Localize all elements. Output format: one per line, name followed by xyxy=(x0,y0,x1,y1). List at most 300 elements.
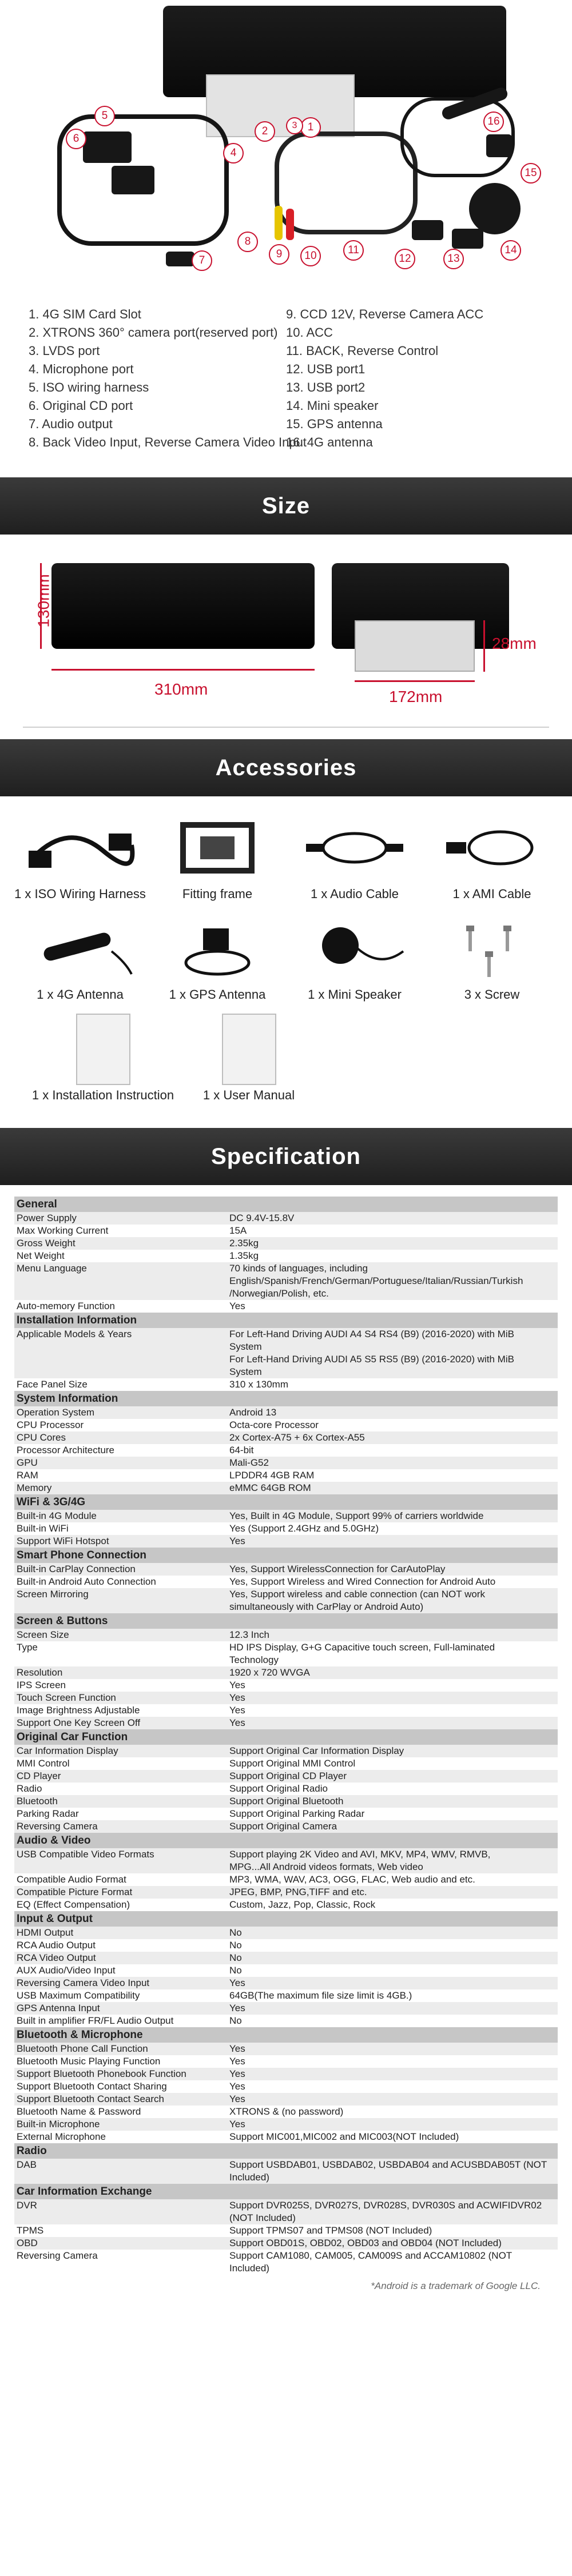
port-item: 8. Back Video Input, Reverse Camera Video Input xyxy=(29,435,307,449)
spec-value: LPDDR4 4GB RAM xyxy=(227,1469,558,1482)
spec-key: Operation System xyxy=(14,1406,227,1419)
spec-category: Installation Information xyxy=(14,1313,558,1328)
gps-antenna-image xyxy=(163,917,272,980)
gps-antenna xyxy=(486,134,512,157)
spec-key: DAB xyxy=(14,2159,227,2171)
spec-value: Support Original MMI Control xyxy=(227,1757,558,1770)
spec-key: External Microphone xyxy=(14,2131,227,2143)
width-dimension-label: 310mm xyxy=(154,680,208,698)
spec-category: Input & Output xyxy=(14,1911,558,1927)
port-item: 11. BACK, Reverse Control xyxy=(286,344,439,358)
accessory-item xyxy=(426,814,558,902)
spec-value: 310 x 130mm xyxy=(227,1378,558,1391)
spec-row xyxy=(14,1237,558,1250)
spec-value: Technology xyxy=(227,1654,558,1666)
spec-value: Yes xyxy=(227,1535,558,1548)
spec-row xyxy=(14,1886,558,1899)
port-item: 1. 4G SIM Card Slot xyxy=(29,307,141,321)
spec-category-row xyxy=(14,1391,558,1406)
spec-value: No xyxy=(227,1927,558,1939)
spec-value: Custom, Jazz, Pop, Classic, Rock xyxy=(227,1899,558,1911)
spec-key: Support Bluetooth Contact Search xyxy=(14,2093,227,2106)
accessories-banner xyxy=(0,739,572,796)
spec-category-row xyxy=(14,1833,558,1848)
spec-value: 1920 x 720 WVGA xyxy=(227,1666,558,1679)
spec-value: XTRONS & (no password) xyxy=(227,2106,558,2118)
spec-key: DVR xyxy=(14,2199,227,2212)
spec-row xyxy=(14,1848,558,1861)
spec-value: Yes, Support wireless and cable connection (can NOT work xyxy=(227,1588,558,1601)
spec-row xyxy=(14,1770,558,1783)
accessory-label: 3 x Screw xyxy=(464,987,520,1002)
accessory-item xyxy=(23,1015,183,1103)
spec-key: Support Bluetooth Contact Sharing xyxy=(14,2080,227,2093)
spec-table xyxy=(14,1197,558,2275)
spec-value: No xyxy=(227,1939,558,1952)
spec-key: Built-in 4G Module xyxy=(14,1510,227,1522)
accessories-grid xyxy=(0,796,572,1128)
spec-value: Support CAM1080, CAM005, CAM009S and ACCAM10802 (NOT xyxy=(227,2250,558,2262)
depth-dimension-line xyxy=(355,680,475,682)
spec-key: Support One Key Screen Off xyxy=(14,1717,227,1729)
rca-red xyxy=(286,209,294,240)
spec-key xyxy=(14,2212,227,2224)
spec-category-row xyxy=(14,2027,558,2043)
section-title: Specification xyxy=(211,1143,361,1169)
spec-category-row xyxy=(14,1313,558,1328)
spec-category: General xyxy=(14,1197,558,1212)
spec-row xyxy=(14,1873,558,1886)
depth-dimension-label: 172mm xyxy=(389,688,443,705)
spec-row xyxy=(14,1510,558,1522)
spec-table-wrapper xyxy=(0,1185,572,2292)
spec-key: GPU xyxy=(14,1457,227,1469)
spec-row xyxy=(14,2080,558,2093)
spec-row xyxy=(14,1419,558,1431)
spec-value: Yes xyxy=(227,1679,558,1692)
spec-key: Built-in WiFi xyxy=(14,1522,227,1535)
usb-plug-2 xyxy=(452,229,483,249)
spec-value: Support Original Camera xyxy=(227,1820,558,1833)
spec-key: Resolution xyxy=(14,1666,227,1679)
spec-value: 2.35kg xyxy=(227,1237,558,1250)
spec-row xyxy=(14,2055,558,2068)
spec-row xyxy=(14,1212,558,1225)
port-item: 14. Mini speaker xyxy=(286,398,379,413)
spec-key: Auto-memory Function xyxy=(14,1300,227,1313)
spec-row xyxy=(14,1745,558,1757)
spec-row xyxy=(14,1522,558,1535)
callout-10: 10 xyxy=(300,246,321,266)
callout-14: 14 xyxy=(500,240,521,261)
spec-value: Support Original Bluetooth xyxy=(227,1795,558,1808)
spec-row xyxy=(14,1431,558,1444)
accessory-item xyxy=(183,1015,315,1103)
spec-row xyxy=(14,2262,558,2275)
spec-row xyxy=(14,1482,558,1494)
spec-row xyxy=(14,1717,558,1729)
spec-value: Yes xyxy=(227,1692,558,1704)
spec-row xyxy=(14,1654,558,1666)
callout-7: 7 xyxy=(192,250,212,271)
callout-4: 4 xyxy=(223,143,244,164)
spec-row xyxy=(14,1641,558,1654)
callout-6: 6 xyxy=(66,129,86,149)
spec-value: 70 kinds of languages, including xyxy=(227,1262,558,1275)
spec-key: AUX Audio/Video Input xyxy=(14,1964,227,1977)
spec-value: For Left-Hand Driving AUDI A5 S5 RS5 (B9) (2016-2020) with MiB xyxy=(227,1353,558,1366)
spec-key: HDMI Output xyxy=(14,1927,227,1939)
spec-key: Car Information Display xyxy=(14,1745,227,1757)
spec-row xyxy=(14,2043,558,2055)
spec-row xyxy=(14,1341,558,1353)
accessory-label: 1 x Audio Cable xyxy=(310,887,399,901)
mini-speaker xyxy=(469,183,521,234)
port-item: 9. CCD 12V, Reverse Camera ACC xyxy=(286,307,484,321)
spec-value: DC 9.4V-15.8V xyxy=(227,1212,558,1225)
spec-key: RAM xyxy=(14,1469,227,1482)
spec-row xyxy=(14,1563,558,1576)
spec-row xyxy=(14,2212,558,2224)
spec-row xyxy=(14,1535,558,1548)
spec-row xyxy=(14,2131,558,2143)
spec-value: Support Original CD Player xyxy=(227,1770,558,1783)
spec-key: Touch Screen Function xyxy=(14,1692,227,1704)
spec-row xyxy=(14,1666,558,1679)
spec-value: 12.3 Inch xyxy=(227,1629,558,1641)
android-trademark-note: *Android is a trademark of Google LLC. xyxy=(371,2280,541,2291)
spec-key: Screen Size xyxy=(14,1629,227,1641)
spec-value: Yes xyxy=(227,1300,558,1313)
unit-front-view xyxy=(51,563,315,649)
spec-value: Support MIC001,MIC002 and MIC003(NOT Included) xyxy=(227,2131,558,2143)
spec-value: Yes xyxy=(227,2055,558,2068)
spec-key xyxy=(14,2262,227,2275)
callout-11: 11 xyxy=(343,240,364,261)
spec-key: Processor Architecture xyxy=(14,1444,227,1457)
callout-1: 1 xyxy=(300,117,321,138)
callout-9: 9 xyxy=(269,244,289,265)
spec-key: Bluetooth Phone Call Function xyxy=(14,2043,227,2055)
spec-key: Bluetooth Name & Password xyxy=(14,2106,227,2118)
spec-row xyxy=(14,1457,558,1469)
spec-value: Mali-G52 xyxy=(227,1457,558,1469)
spec-row xyxy=(14,2068,558,2080)
spec-value: No xyxy=(227,1964,558,1977)
callout-12: 12 xyxy=(395,249,415,269)
spec-value: English/Spanish/French/German/Portuguese/Italian/Russian/Turkish xyxy=(227,1275,558,1287)
spec-value: eMMC 64GB ROM xyxy=(227,1482,558,1494)
spec-key: USB Compatible Video Formats xyxy=(14,1848,227,1861)
spec-row xyxy=(14,1262,558,1275)
spec-category-row xyxy=(14,1548,558,1563)
width-dimension-line xyxy=(51,669,315,671)
spec-key: Net Weight xyxy=(14,1250,227,1262)
spec-row xyxy=(14,1808,558,1820)
spec-key: Applicable Models & Years xyxy=(14,1328,227,1341)
spec-value: MP3, WMA, WAV, AC3, OGG, FLAC, Web audio and etc. xyxy=(227,1873,558,1886)
spec-value: Support Original Radio xyxy=(227,1783,558,1795)
spec-category: Radio xyxy=(14,2143,558,2159)
spec-value: Yes, Built in 4G Module, Support 99% of carriers worldwide xyxy=(227,1510,558,1522)
specification-banner xyxy=(0,1128,572,1185)
port-item: 10. ACC xyxy=(286,325,333,340)
port-item: 5. ISO wiring harness xyxy=(29,380,149,394)
accessory-label: 1 x ISO Wiring Harness xyxy=(14,887,146,901)
spec-key xyxy=(14,1275,227,1287)
spec-row xyxy=(14,1444,558,1457)
spec-row xyxy=(14,1704,558,1717)
accessory-label: 1 x User Manual xyxy=(202,1088,295,1102)
spec-key: Parking Radar xyxy=(14,1808,227,1820)
installation-instruction-image xyxy=(76,1014,130,1085)
spec-key: Support WiFi Hotspot xyxy=(14,1535,227,1548)
height-dimension-label: 130mm xyxy=(34,574,53,628)
spec-key: Reversing Camera xyxy=(14,1820,227,1833)
spec-category: WiFi & 3G/4G xyxy=(14,1494,558,1510)
iso-harness-image xyxy=(23,816,137,879)
spec-key: Built in amplifier FR/FL Audio Output xyxy=(14,2015,227,2027)
spec-row xyxy=(14,1952,558,1964)
spec-value: Yes, Support WirelessConnection for CarAutoPlay xyxy=(227,1563,558,1576)
spec-value: Yes xyxy=(227,1717,558,1729)
spec-row xyxy=(14,1977,558,1989)
spec-key: Built-in Android Auto Connection xyxy=(14,1576,227,1588)
spec-key: Reversing Camera Video Input xyxy=(14,1977,227,1989)
spec-value: Yes (Support 2.4GHz and 5.0GHz) xyxy=(227,1522,558,1535)
spec-category: System Information xyxy=(14,1391,558,1406)
spec-row xyxy=(14,1757,558,1770)
spec-key: Gross Weight xyxy=(14,1237,227,1250)
spec-key: Bluetooth Music Playing Function xyxy=(14,2055,227,2068)
accessory-item xyxy=(426,914,558,1002)
spec-value: System xyxy=(227,1366,558,1378)
spec-row xyxy=(14,1366,558,1378)
port-item: 6. Original CD port xyxy=(29,398,133,413)
connection-photo xyxy=(0,0,572,286)
spec-row xyxy=(14,1469,558,1482)
spec-key: Support Bluetooth Phonebook Function xyxy=(14,2068,227,2080)
callout-2: 2 xyxy=(255,121,275,142)
spec-row xyxy=(14,1939,558,1952)
spec-row xyxy=(14,1328,558,1341)
spec-value: Yes xyxy=(227,1977,558,1989)
mini-speaker-image xyxy=(300,917,409,980)
audio-cable-image xyxy=(300,816,409,879)
accessory-item xyxy=(152,914,283,1002)
spec-value: Yes, Support Wireless and Wired Connection for Android Auto xyxy=(227,1576,558,1588)
spec-row xyxy=(14,1692,558,1704)
spec-key: RCA Audio Output xyxy=(14,1939,227,1952)
spec-key: Memory xyxy=(14,1482,227,1494)
ami-cable-image xyxy=(438,816,546,879)
spec-key: Compatible Picture Format xyxy=(14,1886,227,1899)
size-banner xyxy=(0,477,572,535)
port-item: 7. Audio output xyxy=(29,417,113,431)
spec-value: No xyxy=(227,1952,558,1964)
spec-value: /Norwegian/Polish, etc. xyxy=(227,1287,558,1300)
spec-row xyxy=(14,1783,558,1795)
port-item: 4. Microphone port xyxy=(29,362,134,376)
port-legend xyxy=(0,286,572,477)
spec-value: Support OBD01S, OBD02, OBD03 and OBD04 (NOT Included) xyxy=(227,2237,558,2250)
spec-category-row xyxy=(14,2143,558,2159)
spec-row xyxy=(14,2250,558,2262)
spec-row xyxy=(14,1378,558,1391)
port-item: 16. 4G antenna xyxy=(286,435,373,449)
spec-category-row xyxy=(14,1911,558,1927)
spec-value: 1.35kg xyxy=(227,1250,558,1262)
4g-antenna-image xyxy=(26,917,134,980)
spec-row xyxy=(14,1820,558,1833)
callout-5: 5 xyxy=(94,106,115,126)
spec-row xyxy=(14,1225,558,1237)
spec-key: Built-in Microphone xyxy=(14,2118,227,2131)
spec-row xyxy=(14,1927,558,1939)
spec-key: Power Supply xyxy=(14,1212,227,1225)
spec-value: 15A xyxy=(227,1225,558,1237)
spec-row xyxy=(14,1629,558,1641)
spec-value: Support DVR025S, DVR027S, DVR028S, DVR030S and ACWIFIDVR02 xyxy=(227,2199,558,2212)
port-list-left xyxy=(29,305,307,477)
audio-output-jack xyxy=(166,252,194,266)
spec-value: Included) xyxy=(227,2171,558,2184)
spec-category: Screen & Buttons xyxy=(14,1613,558,1629)
spec-key: Menu Language xyxy=(14,1262,227,1275)
accessory-item xyxy=(14,914,146,1002)
spec-value: 2x Cortex-A75 + 6x Cortex-A55 xyxy=(227,1431,558,1444)
divider xyxy=(23,717,549,728)
spec-key xyxy=(14,2171,227,2184)
spec-category-row xyxy=(14,1197,558,1212)
spec-row xyxy=(14,2093,558,2106)
spec-key: Radio xyxy=(14,1783,227,1795)
spec-value: 64GB(The maximum file size limit is 4GB.) xyxy=(227,1989,558,2002)
spec-value: Included) xyxy=(227,2262,558,2275)
spec-row xyxy=(14,1989,558,2002)
spec-row xyxy=(14,1861,558,1873)
port-item: 3. LVDS port xyxy=(29,344,100,358)
accessory-item xyxy=(289,914,420,1002)
spec-category: Car Information Exchange xyxy=(14,2184,558,2199)
accessory-label: 1 x GPS Antenna xyxy=(169,987,266,1002)
port-item: 13. USB port2 xyxy=(286,380,366,394)
spec-value: (NOT Included) xyxy=(227,2212,558,2224)
spec-row xyxy=(14,2159,558,2171)
spec-value: Yes xyxy=(227,2118,558,2131)
user-manual-image xyxy=(222,1014,276,1085)
spec-key: CD Player xyxy=(14,1770,227,1783)
spec-row xyxy=(14,2171,558,2184)
spec-key: Built-in CarPlay Connection xyxy=(14,1563,227,1576)
spec-key: IPS Screen xyxy=(14,1679,227,1692)
spec-key: CPU Processor xyxy=(14,1419,227,1431)
accessory-label: 1 x AMI Cable xyxy=(452,887,531,901)
spec-value: MPG...All Android videos formats, Web video xyxy=(227,1861,558,1873)
spec-key: Bluetooth xyxy=(14,1795,227,1808)
spec-value: 64-bit xyxy=(227,1444,558,1457)
spec-value: Yes xyxy=(227,1704,558,1717)
spec-value: Support Original Car Information Display xyxy=(227,1745,558,1757)
spec-row xyxy=(14,2106,558,2118)
spec-row xyxy=(14,2015,558,2027)
spec-key: GPS Antenna Input xyxy=(14,2002,227,2015)
spec-key xyxy=(14,1341,227,1353)
spec-key: RCA Video Output xyxy=(14,1952,227,1964)
spec-category: Audio & Video xyxy=(14,1833,558,1848)
spec-row xyxy=(14,1795,558,1808)
spec-key: Reversing Camera xyxy=(14,2250,227,2262)
port-item: 15. GPS antenna xyxy=(286,417,383,431)
spec-category-row xyxy=(14,1729,558,1745)
spec-row xyxy=(14,2199,558,2212)
spec-value: JPEG, BMP, PNG,TIFF and etc. xyxy=(227,1886,558,1899)
spec-value: System xyxy=(227,1341,558,1353)
spec-row xyxy=(14,1353,558,1366)
spec-value: Octa-core Processor xyxy=(227,1419,558,1431)
spec-value: Support Original Parking Radar xyxy=(227,1808,558,1820)
spec-value: Support TPMS07 and TPMS08 (NOT Included) xyxy=(227,2224,558,2237)
thickness-dimension-label: 28mm xyxy=(492,635,537,652)
spec-category-row xyxy=(14,2184,558,2199)
spec-row xyxy=(14,2002,558,2015)
spec-value: No xyxy=(227,2015,558,2027)
spec-row xyxy=(14,1679,558,1692)
callout-3: 3 xyxy=(286,117,303,134)
spec-value: Yes xyxy=(227,2068,558,2080)
spec-key: EQ (Effect Compensation) xyxy=(14,1899,227,1911)
accessory-label: 1 x 4G Antenna xyxy=(37,987,124,1002)
spec-row xyxy=(14,1899,558,1911)
spec-row xyxy=(14,1275,558,1287)
spec-row xyxy=(14,2224,558,2237)
spec-value: Support USBDAB01, USBDAB02, USBDAB04 and ACUSBDAB05T (NOT xyxy=(227,2159,558,2171)
accessory-label: Fitting frame xyxy=(182,887,253,901)
callout-13: 13 xyxy=(443,249,464,269)
spec-key xyxy=(14,1353,227,1366)
accessory-label: 1 x Installation Instruction xyxy=(31,1088,174,1102)
accessory-item xyxy=(14,814,146,902)
spec-value: For Left-Hand Driving AUDI A4 S4 RS4 (B9) (2016-2020) with MiB xyxy=(227,1328,558,1341)
spec-row xyxy=(14,1250,558,1262)
spec-row xyxy=(14,1964,558,1977)
spec-value: Android 13 xyxy=(227,1406,558,1419)
spec-key: CPU Cores xyxy=(14,1431,227,1444)
spec-value: Support playing 2K Video and AVI, MKV, MP4, WMV, RMVB, xyxy=(227,1848,558,1861)
spec-key: USB Maximum Compatibility xyxy=(14,1989,227,2002)
spec-category: Smart Phone Connection xyxy=(14,1548,558,1563)
spec-row xyxy=(14,1406,558,1419)
callout-16: 16 xyxy=(483,111,504,132)
section-title: Size xyxy=(261,493,311,519)
size-diagram xyxy=(0,535,572,717)
rca-video-yellow xyxy=(275,206,283,240)
spec-row xyxy=(14,1588,558,1601)
spec-row xyxy=(14,1287,558,1300)
callout-15: 15 xyxy=(521,163,541,184)
spec-value: Yes xyxy=(227,2080,558,2093)
spec-value: Yes xyxy=(227,2002,558,2015)
usb-plug-1 xyxy=(412,220,443,240)
spec-key xyxy=(14,1287,227,1300)
spec-category-row xyxy=(14,1613,558,1629)
spec-key: OBD xyxy=(14,2237,227,2250)
spec-row xyxy=(14,1576,558,1588)
spec-row xyxy=(14,2237,558,2250)
thickness-dimension-line xyxy=(483,620,485,672)
head-unit-back-module xyxy=(206,74,355,137)
spec-category-row xyxy=(14,1494,558,1510)
